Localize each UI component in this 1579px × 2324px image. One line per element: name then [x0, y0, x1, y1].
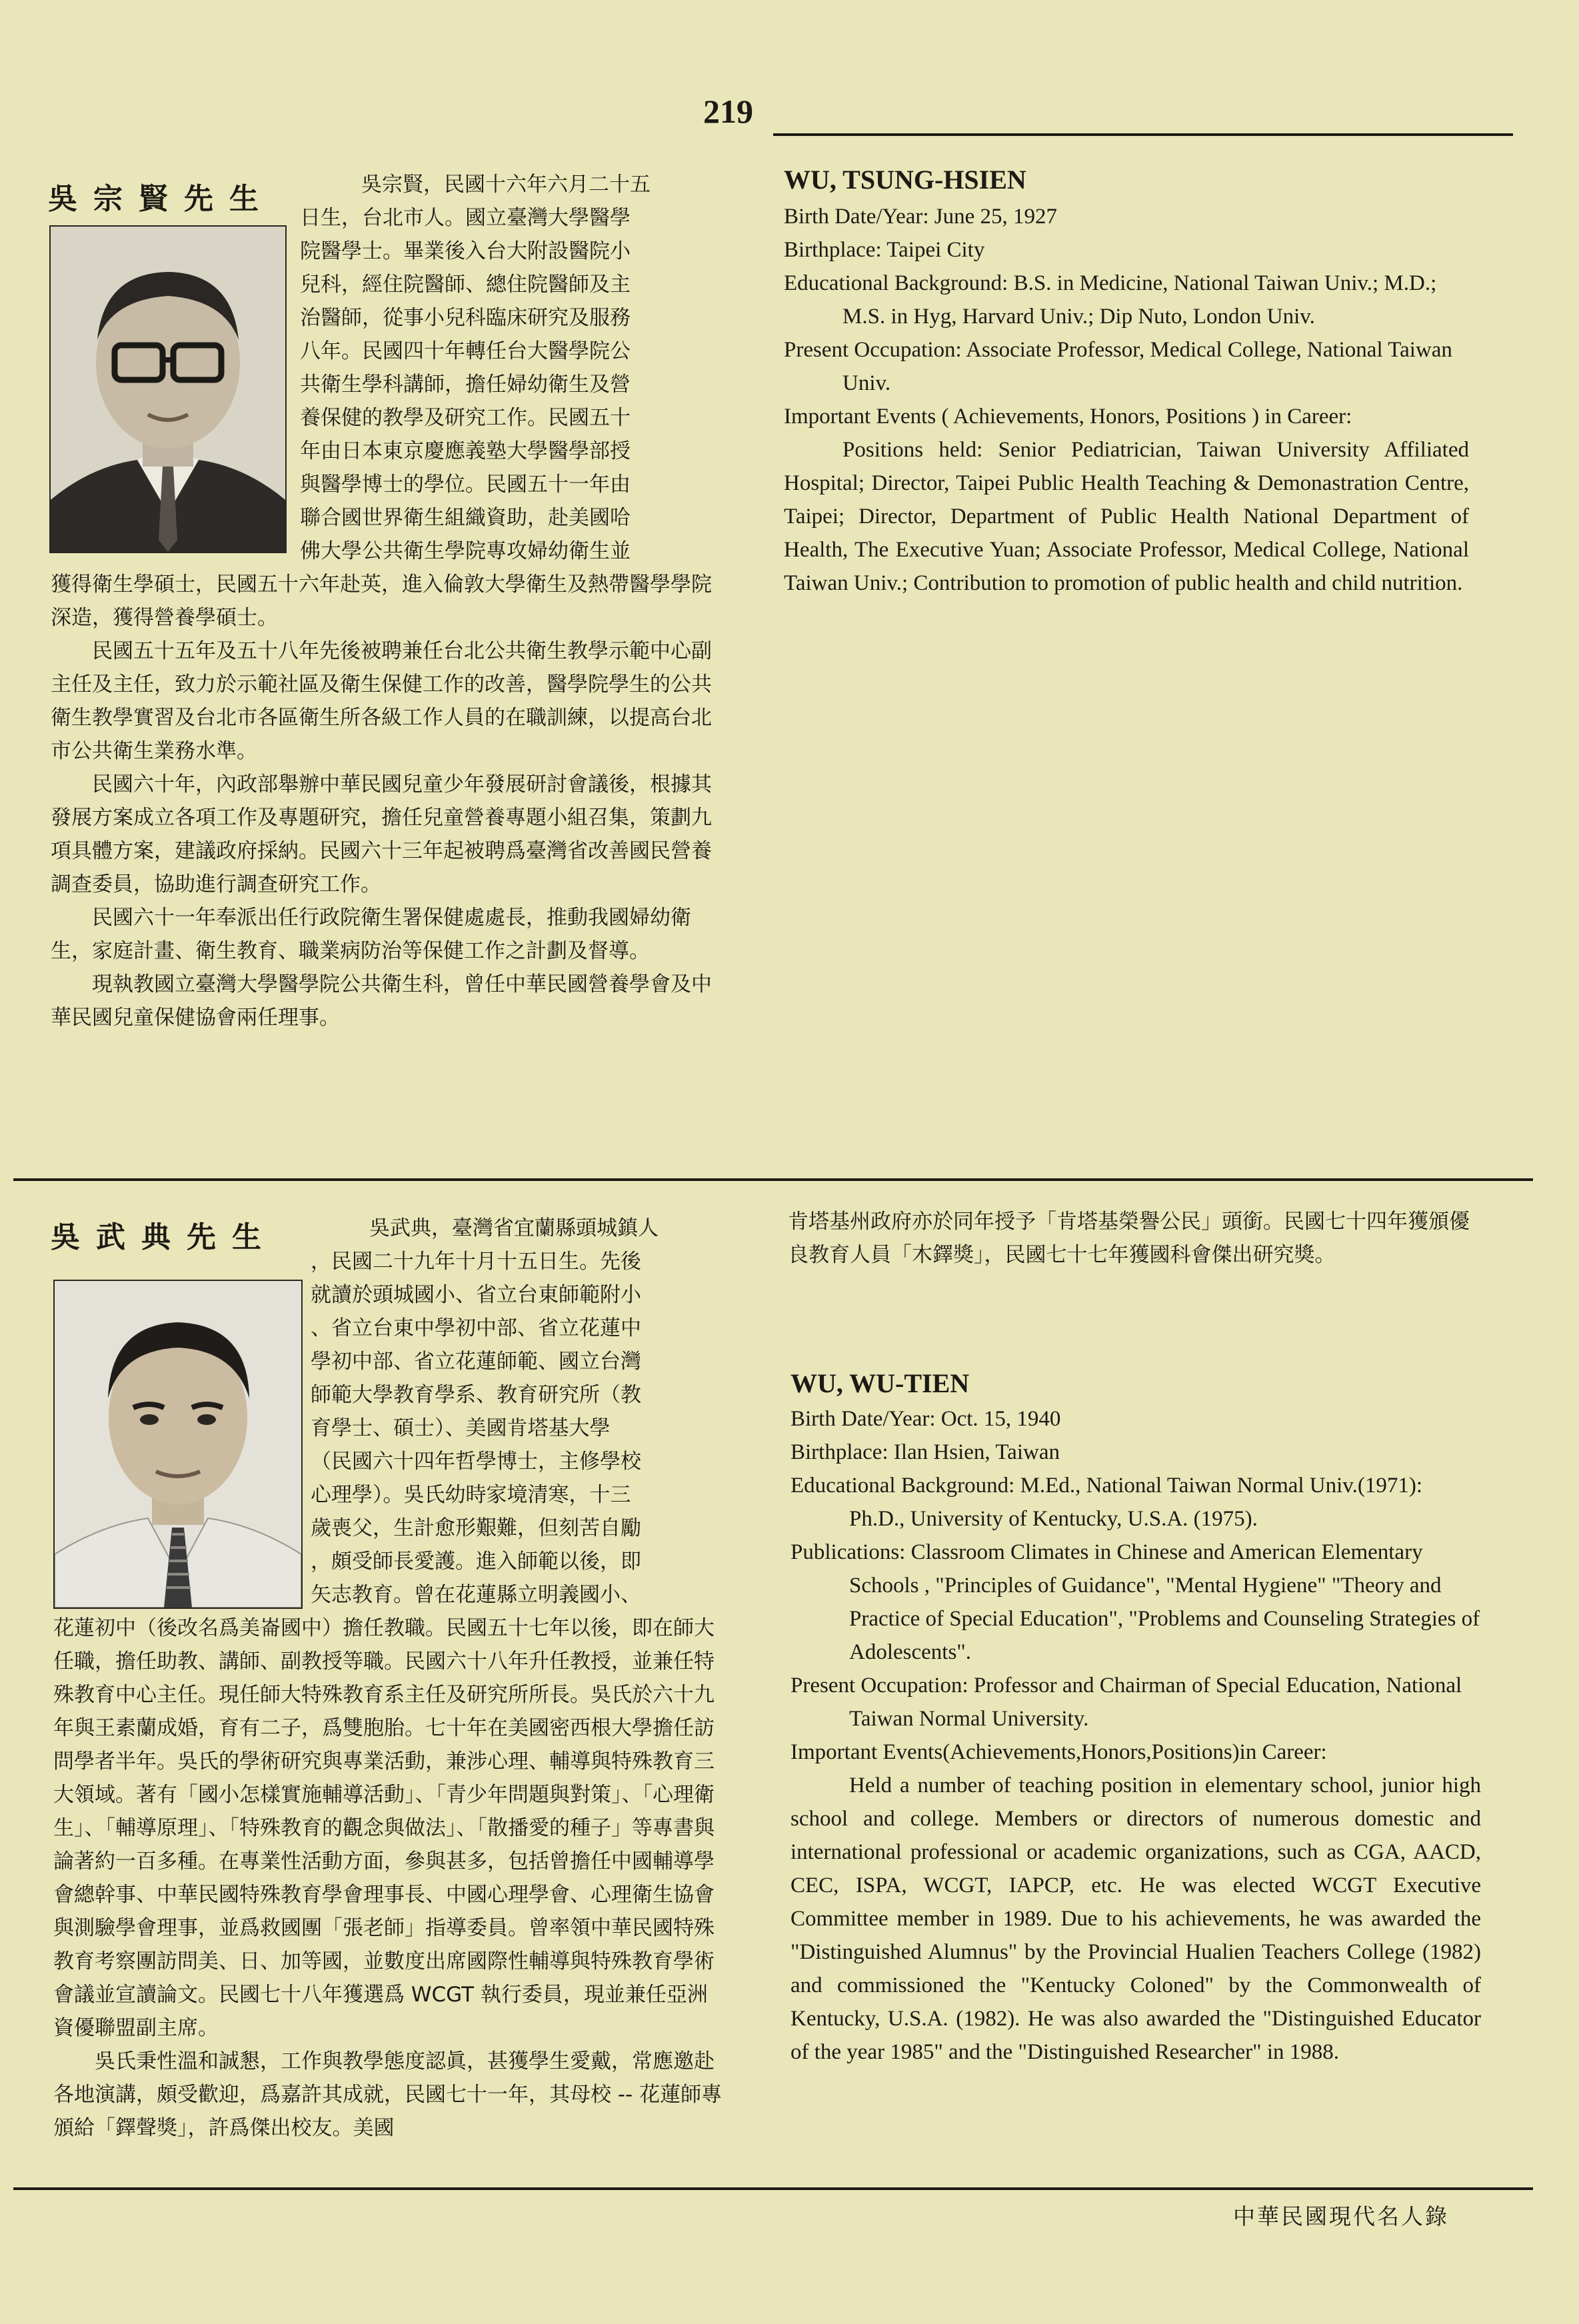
entry-1-bio-en — [784, 200, 1469, 600]
entry-2-bio-line: 吳武典，臺灣省宜蘭縣頭城鎮人 — [369, 1216, 659, 1240]
entry-1-bio-paragraph: 民國六十年，內政部舉辦中華民國兒童少年發展研討會議後，根據其發展方案成立各項工作及專題研究，擔任兒童營養專題小組召集，策劃九項具體方案，建議政府採納。民國六十三年起被聘爲臺灣省改善國民營養調查委員，協助進行調查研究工作。 — [51, 772, 712, 896]
entry-1-bio-line: 養保健的教學及研究工作。民國五十 — [300, 406, 631, 430]
entry-1-bio-paragraph: 民國六十一年奉派出任行政院衛生署保健處處長，推動我國婦幼衛生，家庭計畫、衛生教育、職業病防治等保健工作之計劃及督導。 — [51, 906, 691, 963]
entry-1-birth-date: Birth Date/Year: June 25, 1927 — [784, 205, 1058, 229]
entry-1-events-heading: Important Events ( Achievements, Honors, Positions ) in Career: — [784, 405, 1352, 429]
entry-2-bio-zh-continued — [788, 1205, 1481, 1272]
entry-2-bio-line: 就讀於頭城國小、省立台東師範附小 — [311, 1283, 641, 1307]
entry-1-bio-zh-full — [51, 568, 725, 1034]
entry-2-bio-zh-wrapped — [311, 1212, 737, 1612]
entry-2-birth-date: Birth Date/Year: Oct. 15, 1940 — [790, 1407, 1061, 1431]
entry-1-bio-paragraph: 民國五十五年及五十八年先後被聘兼任台北公共衛生教學示範中心副主任及主任，致力於示範社區及衛生保健工作的改善，醫學院學生的公共衛生教學實習及台北市各區衛生所各級工作人員的在職訓練，以提高台北市公共衛生業務水準。 — [51, 639, 712, 763]
entry-2-bio-line: 學初中部、省立花蓮師範、國立台灣 — [311, 1350, 641, 1374]
entry-1-bio-line: 兒科，經住院醫師、總住院醫師及主 — [300, 273, 631, 297]
entry-1-bio-line: 吳宗賢，民國十六年六月二十五 — [361, 173, 651, 197]
entry-1-name-zh: 吳宗賢先生 — [48, 182, 275, 216]
footer-rule — [13, 2187, 1533, 2190]
portrait-2-image — [55, 1281, 301, 1608]
entry-1-bio-zh-wrapped — [300, 168, 727, 568]
header-rule — [773, 133, 1513, 136]
page-number: 219 — [703, 93, 753, 130]
entry-2-occupation: Present Occupation: Professor and Chairman of Special Education, National Taiwan Normal University. — [790, 1674, 1462, 1731]
entry-2-name-zh: 吳武典先生 — [51, 1220, 277, 1254]
entry-1-bio-line: 八年。民國四十年轉任台大醫學院公 — [300, 339, 631, 363]
entry-2-bio-line: 師範大學教育學系、教育研究所（教 — [311, 1383, 641, 1407]
entry-2-bio-paragraph: 花蓮初中（後改名爲美崙國中）擔任教職。民國五十七年以後，即在師大任職，擔任助教、講師、副教授等職。民國六十八年升任教授，並兼任特殊教育中心主任。現任師大特殊教育系主任及研究所所長。吳氏於六十九年與王素蘭成婚，育有二子，爲雙胞胎。七十年在美國密西根大學擔任訪問學者半年。吳氏的學術研究與專業活動，兼涉心理、輔導與特殊教育三大領域。著有「國小怎樣實施輔導活動」、「青少年問題與對策」、「心理衛生」、「輔導原理」、「特殊教育的觀念與做法」、「散播愛的種子」等專書與論著約一百多種。在專業性活動方面，參與甚多，包括曾擔任中國輔導學會總幹事、中華民國特殊教育學會理事長、中國心理學會、心理衛生協會與測驗學會理事，並爲救國團「張老師」指導委員。曾率領中華民國特殊教育考察團訪問美、日、加等國，並數度出席國際性輔導與特殊教育學術會議並宣讀論文。民國七十八年獲選爲 WCGT 執行委員，現並兼任亞洲資優聯盟副主席。 — [53, 1616, 715, 2040]
entry-1-bio-paragraph: 獲得衛生學碩士，民國五十六年赴英，進入倫敦大學衛生及熱帶醫學學院深造，獲得營養學碩士。 — [51, 573, 712, 630]
entry-1-bio-line: 與醫學博士的學位。民國五十一年由 — [300, 473, 631, 497]
entry-2-name-en: WU, WU-TIEN — [790, 1368, 970, 1398]
entry-1-bio-line: 治醫師，從事小兒科臨床研究及服務 — [300, 306, 631, 330]
entry-2-education: Educational Background: M.Ed., National Taiwan Normal Univ.(1971): Ph.D., University of Kentucky, U.S.A. (1975). — [790, 1474, 1423, 1531]
entry-2-bio-line: 、省立台東中學初中部、省立花蓮中 — [311, 1316, 641, 1340]
entry-1-bio-line: 共衛生學科講師，擔任婦幼衛生及營 — [300, 373, 631, 397]
entry-2-bio-line: 歲喪父，生計愈形艱難，但刻苦自勵 — [311, 1516, 641, 1540]
footer-book-title: 中華民國現代名人錄 — [1233, 2203, 1449, 2229]
entry-1-occupation: Present Occupation: Associate Professor, Medical College, National Taiwan Univ. — [784, 338, 1452, 395]
portrait-1-image — [51, 227, 285, 552]
entry-2-events-heading: Important Events(Achievements,Honors,Positions)in Career: — [790, 1740, 1327, 1764]
entry-2-bio-line: 矢志教育。曾在花蓮縣立明義國小、 — [311, 1583, 641, 1607]
entry-2-bio-line: （民國六十四年哲學博士，主修學校 — [311, 1450, 641, 1474]
entry-2-bio-line: 心理學）。吳氏幼時家境清寒，十三 — [311, 1483, 631, 1507]
entry-1-events-text: Positions held: Senior Pediatrician, Taiwan University Affiliated Hospital; Director, Taipei Public Health Teaching & Demonastration Centre, Taipei; Director, Department of Public Health National Department of Health, The Executive Yuan; Associate Professor, Medical College, National Taiwan Univ.; Contribution to promotion of public health and child nutrition. — [784, 438, 1469, 595]
entry-1-bio-line: 院醫學士。畢業後入台大附設醫院小 — [300, 239, 631, 263]
entry-2-publications: Publications: Classroom Climates in Chinese and American Elementary Schools , "Principles of Guidance", "Mental Hygiene" "Theory and Practice of Special Education", "Problems and Counseling Strategies of Adolescents". — [790, 1540, 1480, 1664]
entry-1-education: Educational Background: B.S. in Medicine, National Taiwan Univ.; M.D.; M.S. in Hyg, Harvard Univ.; Dip Nuto, London Univ. — [784, 271, 1437, 329]
entry-2-events-text: Held a number of teaching position in elementary school, junior high school and college. Members or directors of numerous domestic and international professional or academic organizations, such as CGA, AACD, CEC, ISPA, WCGT, IAPCP, etc. He was elected WCGT Executive Committee member in 1989. Due to his achievements, he was awarded the "Distinguished Alumnus" by the Provincial Hualien Teachers College (1982) and commissioned the "Kentucky Coloned" by the Commonwealth of Kentucky, U.S.A. (1982). He was also awarded the "Distinguished Educator of the year 1985" and the "Distinguished Researcher" in 1988. — [790, 1773, 1481, 2064]
entry-1-bio-line: 日生，台北市人。國立臺灣大學醫學 — [300, 206, 631, 230]
entry-1-birthplace: Birthplace: Taipei City — [784, 238, 985, 262]
entry-1-name-en: WU, TSUNG-HSIEN — [784, 165, 1026, 195]
entry-2-bio-paragraph: 吳氏秉性溫和誠懇，工作與教學態度認眞，甚獲學生愛戴，常應邀赴各地演講，頗受歡迎，爲嘉許其成就，民國七十一年，其母校 -- 花蓮師專頒給「鐸聲獎」，許爲傑出校友。美國 — [53, 2049, 723, 2140]
entry-1-bio-line: 聯合國世界衛生組織資助，赴美國哈 — [300, 506, 631, 530]
entry-1-portrait-photo — [49, 225, 287, 553]
entry-1-bio-line: 年由日本東京慶應義塾大學醫學部授 — [300, 439, 631, 463]
entry-2-bio-line: 育學士、碩士）、美國肯塔基大學 — [311, 1416, 611, 1440]
entry-1-bio-line: 佛大學公共衛生學院專攻婦幼衛生並 — [300, 539, 631, 563]
entry-2-bio-line: ，民國二十九年十月十五日生。先後 — [311, 1250, 641, 1274]
entry-2-portrait-photo — [53, 1280, 303, 1609]
entry-2-bio-en — [790, 1402, 1481, 2069]
entry-1-bio-paragraph: 現執教國立臺灣大學醫學院公共衛生科，曾任中華民國營養學會及中華民國兒童保健協會兩任理事。 — [51, 972, 712, 1030]
entry-2-bio-line: ，頗受師長愛護。進入師範以後，即 — [311, 1550, 641, 1574]
entry-2-birthplace: Birthplace: Ilan Hsien, Taiwan — [790, 1440, 1060, 1464]
section-divider — [13, 1178, 1533, 1181]
entry-2-bio-zh-full — [53, 1612, 728, 2145]
entry-2-bio-continued-text: 肯塔基州政府亦於同年授予「肯塔基榮譽公民」頭銜。民國七十四年獲頒優良教育人員「木鐸獎」，民國七十七年獲國科會傑出研究獎。 — [788, 1210, 1470, 1267]
